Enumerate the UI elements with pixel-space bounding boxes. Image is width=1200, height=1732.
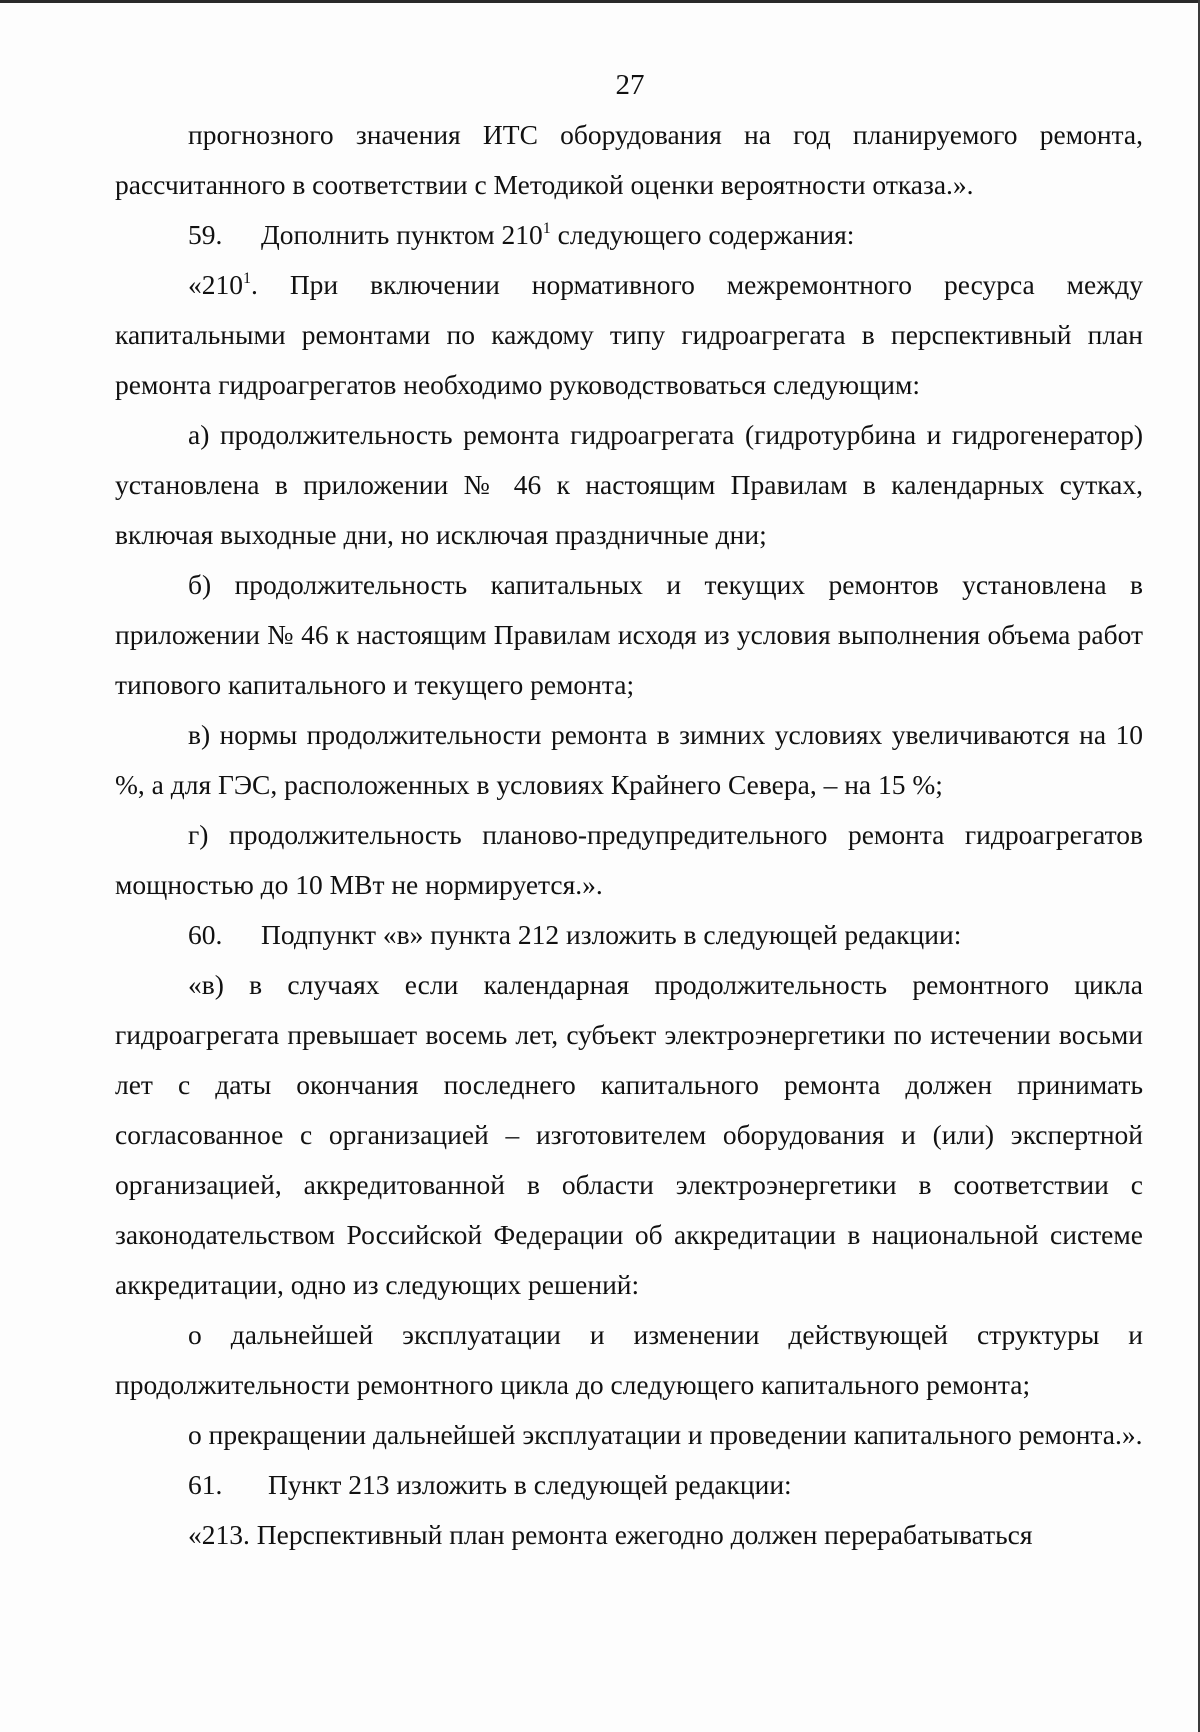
superscript: 1 [542, 220, 551, 237]
scan-edge-top [0, 0, 1200, 3]
subparagraph-a: а) продолжительность ремонта гидроагрегата (гидротурбина и гидрогенератор) установлена в приложении № 46 к настоящим Правилам в календарных сутках, включая выходные дни, но исключая праздничные дни; [115, 419, 1143, 550]
paragraph-213: «213. Перспективный план ремонта ежегодно должен перерабатываться [188, 1519, 1033, 1550]
superscript: 1 [243, 270, 251, 287]
item-number: 61. [188, 1469, 223, 1500]
subparagraph-b: б) продолжительность капитальных и текущих ремонтов установлена в приложении № 46 к настоящим Правилам исходя из условия выполнения объема работ типового капитального и текущего ремонта; [115, 569, 1143, 700]
document-body [115, 110, 1143, 1560]
paragraph-text: «210 [188, 269, 243, 300]
paragraph-text: следующего содержания: [550, 219, 855, 250]
page-number: 27 [615, 69, 645, 101]
paragraph-item-61 [115, 1460, 1143, 1510]
decision-option-continue: о дальнейшей эксплуатации и изменении действующей структуры и продолжительности ремонтного цикла до следующего капитального ремонта; [115, 1319, 1143, 1400]
paragraph-item-60 [115, 910, 1143, 960]
item-number: 60. [188, 919, 223, 950]
paragraph-210-1 [115, 260, 1143, 410]
paragraph-text: Подпункт «в» пункта 212 изложить в следующей редакции: [261, 919, 962, 950]
decision-option-stop: о прекращении дальнейшей эксплуатации и проведении капитального ремонта.». [188, 1419, 1143, 1450]
subparagraph-v: в) нормы продолжительности ремонта в зимних условиях увеличиваются на 10 %, а для ГЭС, расположенных в условиях Крайнего Севера, – на 15 %; [115, 719, 1143, 800]
paragraph-item-59 [115, 210, 1143, 260]
item-number: 59. [188, 219, 223, 250]
paragraph-text: Пункт 213 изложить в следующей редакции: [268, 1469, 792, 1500]
subparagraph-v-212: «в) в случаях если календарная продолжительность ремонтного цикла гидроагрегата превышает восемь лет, субъект электроэнергетики по истечении восьми лет с даты окончания последнего капитального ремонта должен принимать согласованное с организацией – изготовителем оборудования и (или) экспертной организацией, аккредитованной в области электроэнергетики в соответствии с законодательством Российской Федерации об аккредитации в национальной системе аккредитации, одно из следующих решений: [115, 969, 1143, 1300]
paragraph-text: . При включении нормативного межремонтного ресурса между капитальными ремонтами по каждому типу гидроагрегата в перспективный план ремонта гидроагрегатов необходимо руководствоваться следующим: [115, 269, 1143, 400]
subparagraph-g: г) продолжительность планово-предупредительного ремонта гидроагрегатов мощностью до 10 МВт не нормируется.». [115, 819, 1143, 900]
paragraph-continuation: прогнозного значения ИТС оборудования на год планируемого ремонта, рассчитанного в соответствии с Методикой оценки вероятности отказа.». [115, 119, 1143, 200]
paragraph-text: Дополнить пунктом 210 [261, 219, 543, 250]
